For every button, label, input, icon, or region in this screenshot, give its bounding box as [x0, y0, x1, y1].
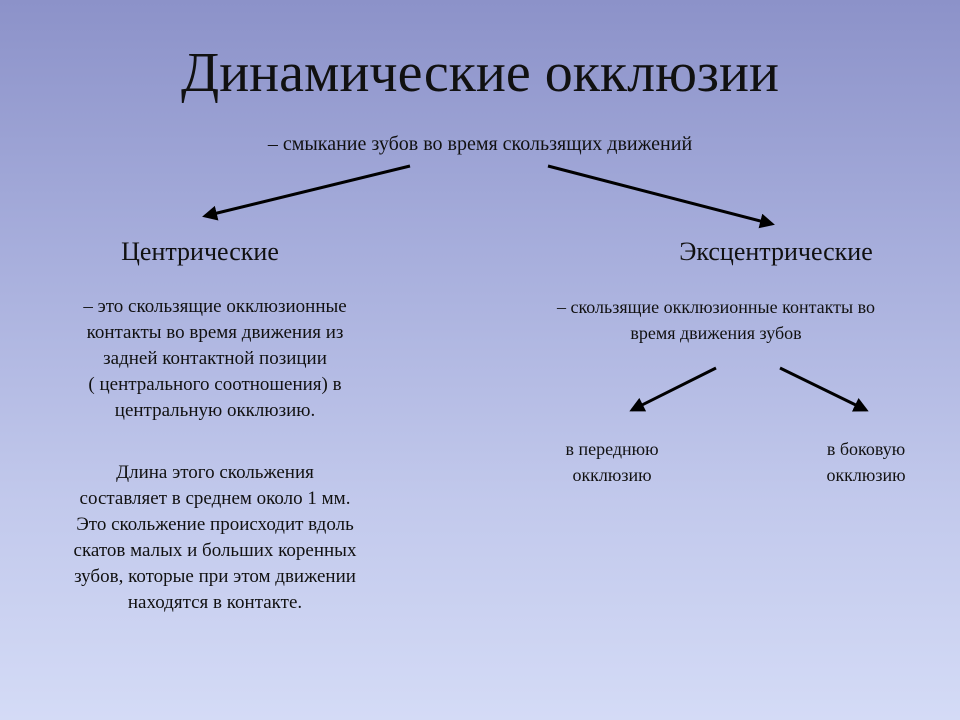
- text-line: задней контактной позиции: [103, 348, 327, 369]
- text-line: время движения зубов: [630, 323, 802, 343]
- centric-details: [20, 460, 410, 616]
- text-line: в боковую: [826, 439, 906, 459]
- subtitle: – смыкание зубов во время скользящих движений: [267, 133, 693, 155]
- text-line: ( центрального соотношения) в: [88, 374, 342, 395]
- eccentric-heading: Эксцентрические: [679, 237, 873, 266]
- slide-title: Динамические окклюзии: [181, 42, 779, 104]
- arrow-to-eccentric: [548, 166, 772, 224]
- eccentric-definition: [486, 294, 946, 346]
- arrow-to-centric: [205, 166, 410, 216]
- arrow-to-lateral: [780, 368, 866, 410]
- text-line: скатов малых и больших коренных: [73, 540, 357, 561]
- centric-heading: Центрические: [121, 237, 279, 266]
- arrow-to-anterior: [632, 368, 716, 410]
- text-line: Длина этого скольжения: [116, 462, 314, 483]
- text-line: контакты во время движения из: [86, 322, 344, 343]
- text-line: зубов, которые при этом движении: [74, 566, 356, 587]
- text-line: Это скольжение происходит вдоль: [76, 514, 354, 535]
- text-line: окклюзию: [572, 465, 652, 485]
- text-line: находятся в контакте.: [127, 592, 303, 613]
- text-line: в переднюю: [565, 439, 659, 459]
- text-line: составляет в среднем около 1 мм.: [79, 488, 351, 509]
- lateral-occlusion: [786, 436, 946, 488]
- text-line: – это скользящие окклюзионные: [83, 296, 347, 317]
- text-line: окклюзию: [826, 465, 906, 485]
- text-line: – скользящие окклюзионные контакты во: [556, 297, 876, 317]
- centric-definition: [20, 294, 410, 424]
- anterior-occlusion: [522, 436, 702, 488]
- text-line: центральную окклюзию.: [114, 400, 316, 421]
